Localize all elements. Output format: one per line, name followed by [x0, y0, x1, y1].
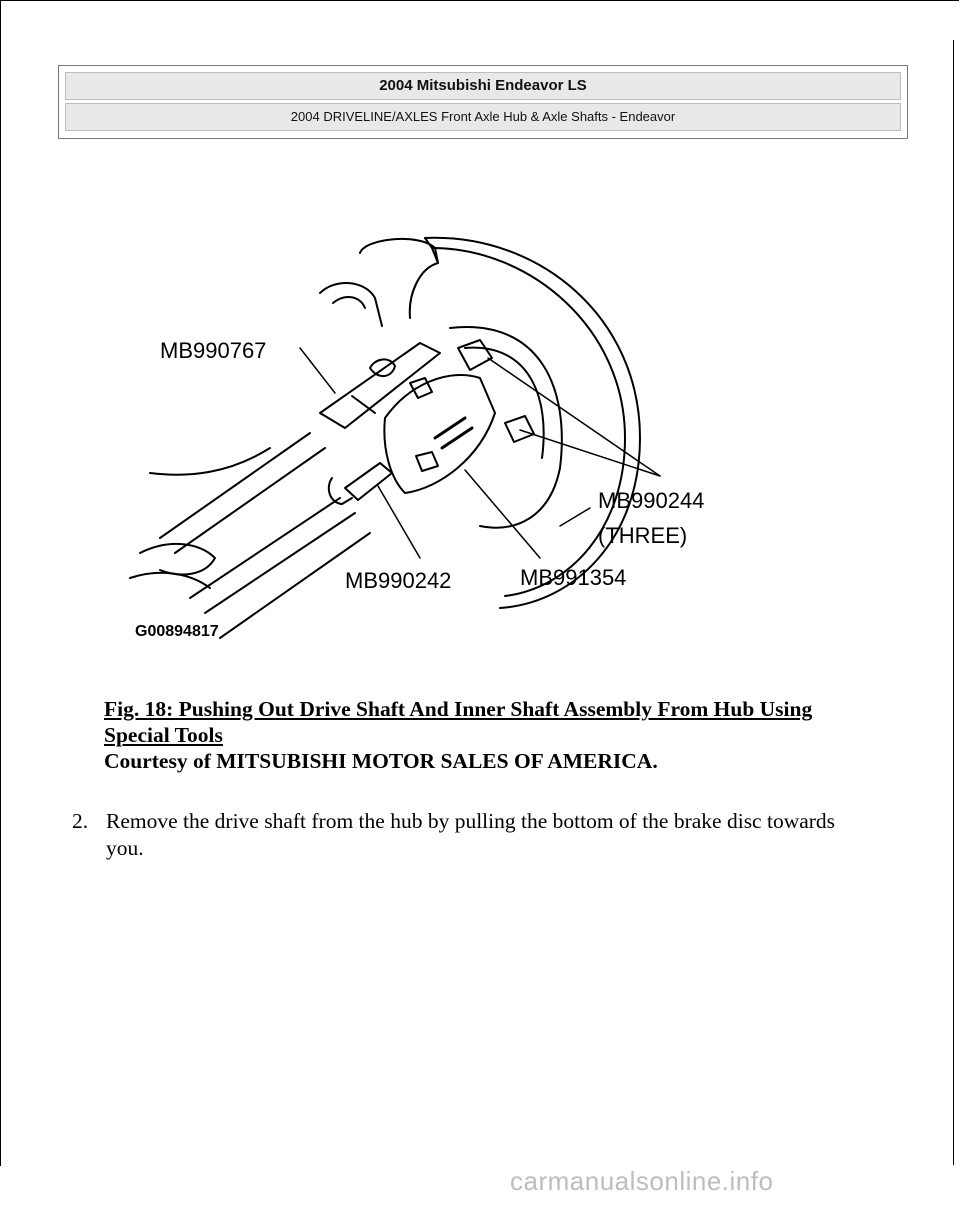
figure-courtesy: Courtesy of MITSUBISHI MOTOR SALES OF AMERICA.	[104, 749, 658, 773]
site-watermark: carmanualsonline.info	[510, 1166, 774, 1196]
vehicle-title: 2004 Mitsubishi Endeavor LS	[65, 72, 901, 100]
step-text: Remove the drive shaft from the hub by pulling the bottom of the brake disc towards you.	[106, 809, 836, 860]
special-tools-illustration	[120, 208, 780, 648]
procedure-step	[72, 808, 872, 862]
graphic-id: G00894817	[135, 623, 219, 640]
section-title: 2004 DRIVELINE/AXLES Front Axle Hub & Axle Shafts - Endeavor	[65, 103, 901, 131]
figure-title-link[interactable]: Fig. 18: Pushing Out Drive Shaft And Inner Shaft Assembly From Hub Using Special Tools	[104, 697, 813, 747]
page-right-rule	[953, 40, 954, 1165]
document-header	[58, 65, 908, 139]
label-mb991354: MB991354	[520, 565, 627, 590]
label-mb990244: MB990244	[598, 488, 705, 513]
label-mb990767: MB990767	[160, 338, 267, 363]
label-mb990242: MB990242	[345, 568, 452, 593]
step-number: 2.	[72, 809, 89, 833]
figure-caption	[104, 696, 864, 774]
label-three: (THREE)	[598, 523, 688, 548]
